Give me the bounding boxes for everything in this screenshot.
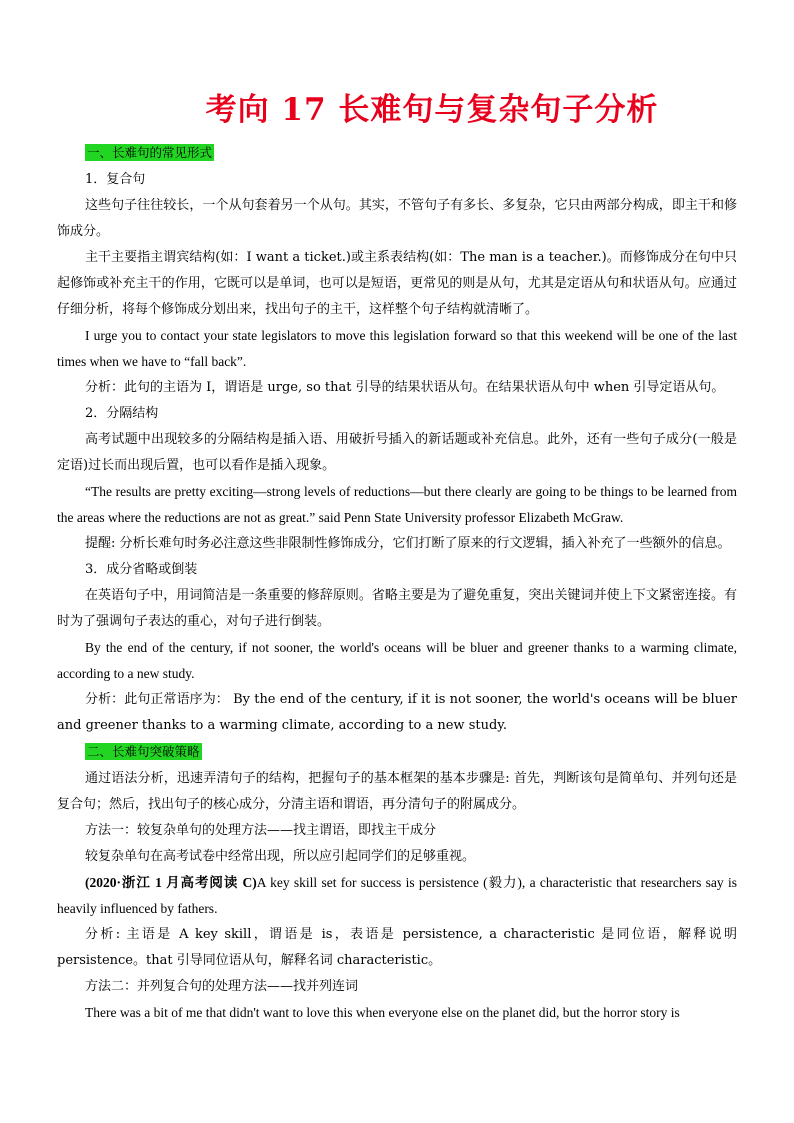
section-heading [57,140,737,167]
analysis-paragraph: 分析：此句正常语序为： By the end of the century, if it is not sooner, the world's oceans will be bluer and greener thanks to a warming climate, according to a new study. [57,692,737,733]
example-text: A key skill set for success is persistence (毅力), a characteristic that researchers say is heavily influenced by fathers. [57,875,737,916]
paragraph: 在英语句子中，用词简洁是一条重要的修辞原则。省略主要是为了避免重复，突出关键词并使上下文紧密连接。有时为了强调句子表达的重心，对句子进行倒装。 [57,588,737,629]
example-sentence: There was a bit of me that didn't want to love this when everyone else on the planet did, but the horror story is [85,1005,680,1020]
subheading: 1．复合句 [85,172,146,187]
example-sentence [57,870,737,922]
subheading: 2．分隔结构 [85,406,159,421]
paragraph: 高考试题中出现较多的分隔结构是插入语、用破折号插入的新话题或补充信息。此外，还有一些句子成分(一般是定语)过长而出现后置，也可以看作是插入现象。 [57,432,737,473]
example-sentence: I urge you to contact your state legislators to move this legislation forward so that this weekend will be one of the last times when we have to “fall back”. [57,328,737,369]
paragraph: 较复杂单句在高考试卷中经常出现，所以应引起同学们的足够重视。 [85,849,476,864]
example-sentence: “The results are pretty exciting—strong levels of reductions—but there clearly are going to be things to be learned from the areas where the reductions are not as great.” said Penn State University professor Elizabeth McGraw. [57,484,737,525]
analysis-paragraph: 分析: 主语是 A key skill，谓语是 is，表语是 persistence, a characteristic 是同位语，解释说明 persistence。that 引导同位语从句，解释名词 characteristic。 [57,927,737,968]
highlighted-heading: 二、长难句突破策略 [87,744,200,759]
paragraph: 这些句子往往较长，一个从句套着另一个从句。其实，不管句子有多长、多复杂，它只由两部分构成，即主干和修饰成分。 [57,198,737,239]
highlighted-heading: 一、长难句的常见形式 [87,145,213,160]
page-title: 考向 17 长难句与复杂句子分析 [205,92,659,128]
source-citation: (2020·浙江 1 月高考阅读 C) [85,875,257,890]
analysis-paragraph: 分析：此句的主语为 I，谓语是 urge, so that 引导的结果状语从句。在结果状语从句中 when 引导定语从句。 [85,380,725,395]
paragraph: 主干主要指主谓宾结构(如：I want a ticket.)或主系表结构(如：The man is a teacher.)。而修饰成分在句中只起修饰或补充主干的作用，它既可以是单词，也可以是短语，更常见的则是从句，尤其是定语从句和状语从句。应通过仔细分析，将每个修饰成分划出来，找出句子的主干，这样整个句子结构就清晰了。 [57,250,737,317]
method-heading: 方法二：并列复合句的处理方法——找并列连词 [85,979,359,994]
example-sentence: By the end of the century, if not sooner, the world's oceans will be bluer and greener thanks to a warming climate, according to a new study. [57,640,737,681]
section-heading [57,739,737,766]
method-heading: 方法一：较复杂单句的处理方法——找主谓语，即找主干成分 [85,823,437,838]
document-body [57,140,737,1026]
subheading: 3．成分省略或倒装 [85,562,198,577]
paragraph: 通过语法分析，迅速弄清句子的结构，把握句子的基本框架的基本步骤是: 首先，判断该句是简单句、并列句还是复合句；然后，找出句子的核心成分，分清主语和谓语，再分清句子的附属成分。 [57,771,737,812]
tip-paragraph: 提醒: 分析长难句时务必注意这些非限制性修饰成分，它们打断了原来的行文逻辑，插入补充了一些额外的信息。 [85,536,731,551]
